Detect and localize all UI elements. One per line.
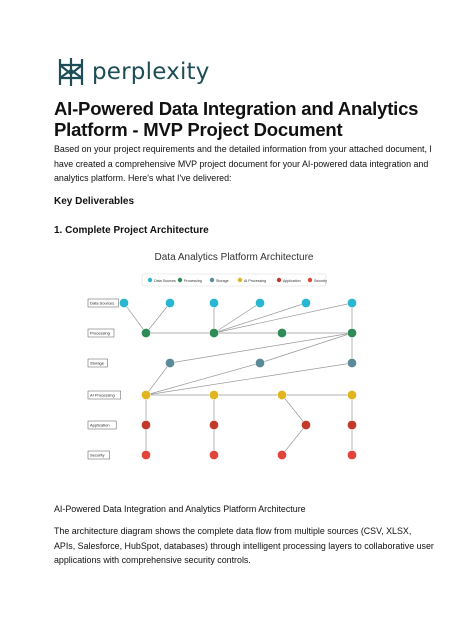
legend-label: Storage xyxy=(216,279,229,283)
diagram-nodes xyxy=(119,298,356,459)
intro-paragraph: Based on your project requirements and the detailed information from your attached document, I have created a comprehensive MVP project document for your AI-powered data integration and analytics platform. Here's what I've delivered: xyxy=(54,144,432,183)
architecture-heading: 1. Complete Project Architecture xyxy=(54,225,209,236)
diagram-node xyxy=(165,298,174,307)
diagram-node xyxy=(141,328,150,337)
diagram-edge xyxy=(146,363,352,395)
diagram-node xyxy=(141,390,150,399)
diagram-title: Data Analytics Platform Architecture xyxy=(154,252,314,263)
diagram-edge xyxy=(260,333,352,363)
diagram-node xyxy=(209,420,218,429)
legend-swatch xyxy=(238,278,242,282)
svg-text:Data Sources: Data Sources xyxy=(90,300,115,306)
diagram-edges xyxy=(124,303,352,455)
legend-label: Data Sources xyxy=(154,279,176,283)
diagram-edge xyxy=(124,303,146,333)
layer-label xyxy=(88,391,121,399)
legend-swatch xyxy=(308,278,312,282)
diagram-edge xyxy=(146,303,170,333)
diagram-edge xyxy=(214,303,260,333)
legend-label: Security xyxy=(314,279,327,283)
brand-name: perplexity xyxy=(92,59,210,85)
diagram-node xyxy=(209,390,218,399)
diagram-node xyxy=(209,450,218,459)
svg-text:Security: Security xyxy=(90,452,105,458)
document-title: AI-Powered Data Integration and Analytics Platform - MVP Project Document xyxy=(54,98,419,140)
diagram-edge xyxy=(282,425,306,455)
diagram-edge xyxy=(282,395,306,425)
diagram-node xyxy=(347,420,356,429)
legend-swatch xyxy=(148,278,152,282)
architecture-diagram xyxy=(84,248,384,468)
diagram-node xyxy=(277,450,286,459)
legend-label: Processing xyxy=(184,279,202,283)
diagram-edge xyxy=(146,363,170,395)
diagram-node xyxy=(209,328,218,337)
diagram-node xyxy=(347,298,356,307)
diagram-node xyxy=(347,328,356,337)
legend-swatch xyxy=(178,278,182,282)
diagram-edge xyxy=(146,363,260,395)
layer-label xyxy=(88,299,118,307)
layer-label xyxy=(88,421,116,429)
legend-swatch xyxy=(277,278,281,282)
diagram-node xyxy=(277,328,286,337)
diagram-node xyxy=(347,390,356,399)
architecture-description: The architecture diagram shows the complete data flow from multiple sources (CSV, XLSX, APIs, Salesforce, HubSpot, databases) through intelligent processing layers to collaborative user applications with comprehensive security controls. xyxy=(54,526,434,565)
layer-labels xyxy=(88,299,121,459)
diagram-node xyxy=(301,420,310,429)
diagram-node xyxy=(277,390,286,399)
diagram-legend xyxy=(142,274,327,286)
legend-label: AI Processing xyxy=(244,279,267,283)
layer-label xyxy=(88,359,107,367)
diagram-node xyxy=(119,298,128,307)
diagram-node xyxy=(209,298,218,307)
perplexity-logo xyxy=(56,56,210,88)
svg-text:Application: Application xyxy=(90,422,110,428)
perplexity-logo-icon xyxy=(56,56,86,88)
diagram-caption: AI-Powered Data Integration and Analytics Platform Architecture xyxy=(54,504,306,514)
svg-text:AI Processing: AI Processing xyxy=(90,392,115,398)
diagram-node xyxy=(165,358,174,367)
diagram-node xyxy=(347,358,356,367)
diagram-node xyxy=(255,358,264,367)
diagram-node xyxy=(141,450,150,459)
svg-text:Processing: Processing xyxy=(90,330,110,336)
svg-text:Storage: Storage xyxy=(90,360,105,366)
layer-label xyxy=(88,451,110,459)
diagram-node xyxy=(301,298,310,307)
legend-label: Application xyxy=(283,279,301,283)
layer-label xyxy=(88,329,114,337)
key-deliverables-heading: Key Deliverables xyxy=(54,196,135,207)
diagram-node xyxy=(347,450,356,459)
legend-swatch xyxy=(210,278,214,282)
diagram-node xyxy=(141,420,150,429)
diagram-node xyxy=(255,298,264,307)
